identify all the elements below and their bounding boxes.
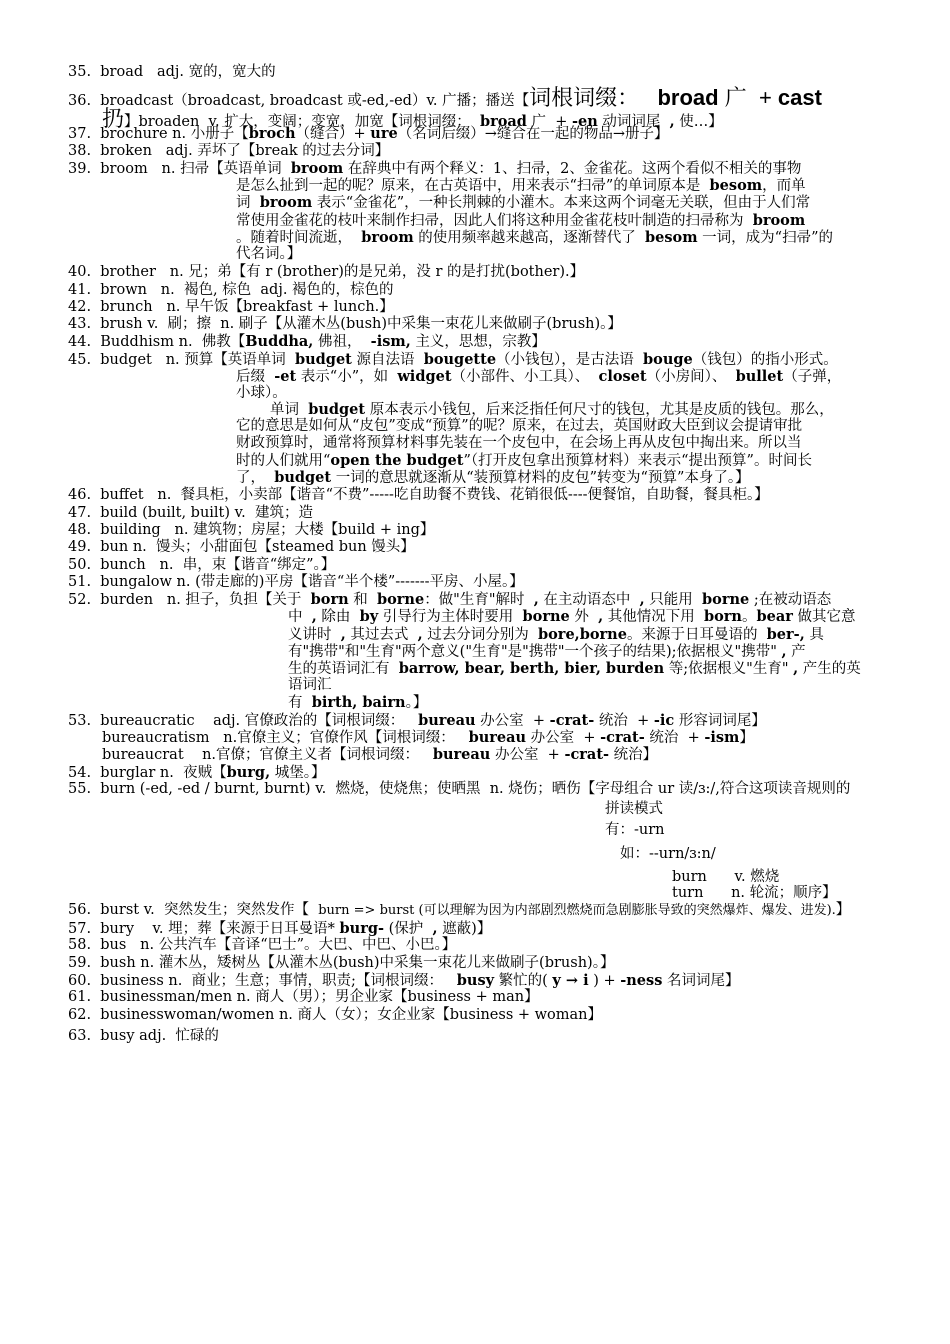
text-line: 42. brunch n. 早午饭【breakfast + lunch.】 [68,299,394,315]
text-line: 时的人们就用“open the budget”（打开皮包拿出预算材料）来表示“提出预算”。时间长 [236,452,812,469]
text-line: 57. bury v. 埋；葬【来源于日耳曼语* burg- (保护 , 遮蔽)】 [68,920,492,937]
text-line: 语词汇 [288,677,332,693]
text-line: 50. bunch n. 串，束【谐音“绑定”。】 [68,557,336,573]
text-line: 60. business n. 商业；生意；事情，职责;【词根词缀： busy 繁忙的( y → i ) + -ness 名词词尾】 [68,972,740,989]
text-line: 39. broom n. 扫帚【英语单词 broom 在辞典中有两个释义：1、扫帚，2、金雀花。这两个看似不相关的事物 [68,160,802,177]
text-line: 43. brush v. 刷；擦 n. 刷子【从灌木丛(bush)中采集一束花儿来做刷子(brush)。】 [68,316,622,332]
text-line: 40. brother n. 兄；弟【有 r (brother)的是兄弟，没 r 的是打扰(bother).】 [68,264,585,280]
text-line: 56. burst v. 突然发生；突然发作【 burn => burst (可以理解为因为内部剧烈燃烧而急剧膨胀导致的突然爆炸、爆发、进发).】 [68,902,851,918]
text-line: 36. broadcast（broadcast, broadcast 或-ed,-ed）v. 广播；播送【词根词缀： broad 广 + cast [68,85,822,110]
text-line: 48. building n. 建筑物；房屋；大楼【build + ing】 [68,522,435,538]
text-line: 62. businesswoman/women n. 商人（女）；女企业家【business + woman】 [68,1007,603,1023]
text-line: 词 broom 表示“金雀花”，一种长荆棘的小灌木。本来这两个词毫无关联，但由于人们常 [236,194,811,211]
text-line: 如：--urn/ɜ:n/ [620,846,716,862]
text-line: bureaucratism n.官僚主义；官僚作风【词根词缀： bureau 办公室 + -crat- 统治 + -ism】 [102,729,754,746]
text-line: 有"携带"和"生育"两个意义("生育"是"携带"一个孩子的结果);依据根义"携带" , 产 [288,643,806,660]
text-line: 有 birth, bairn。】 [288,694,428,711]
text-line: turn n. 轮流；顺序】 [672,885,837,901]
text-line: 代名词。】 [236,246,302,262]
text-line: 37. brochure n. 小册子【broch（缝合）+ ure（名词后缀）→缝合在一起的物品→册子】 [68,125,669,142]
text-line: 58. bus n. 公共汽车【音译“巴士”。大巴、中巴、小巴。】 [68,937,457,953]
text-line: 41. brown n. 褐色, 棕色 adj. 褐色的，棕色的 [68,282,394,298]
text-line: 财政预算时，通常将预算材料事先装在一个皮包中，在会场上再从皮包中掏出来。所以当 [236,435,802,451]
text-line: 。随着时间流逝， broom 的使用频率越来越高，逐渐替代了 besom 一词，成为“扫帚”的 [236,229,833,246]
text-line: 49. bun n. 馒头；小甜面包【steamed bun 馒头】 [68,539,415,555]
text-line: 38. broken adj. 弄坏了【break 的过去分词】 [68,143,390,159]
text-line: 61. businessman/men n. 商人（男）；男企业家【business + man】 [68,989,539,1005]
text-line: 54. burglar n. 夜贼【burg, 城堡。】 [68,764,326,781]
text-line: 它的意思是如何从“皮包”变成“预算”的呢？原来，在过去，英国财政大臣到议会提请审批 [236,418,803,434]
text-line: burn v. 燃烧 [672,869,780,885]
text-line: 拼读模式 [605,801,663,817]
text-line: 单词 budget 原本表示小钱包，后来泛指任何尺寸的钱包，尤其是皮质的钱包。那么， [270,401,834,418]
text-line: 扔】broaden v. 扩大，变阔；变宽，加宽【词根词缀： broad 广 + -en 动词词尾 , 使…】 [102,106,723,131]
text-line: 51. bungalow n. (带走廊的)平房【谐音“半个楼”-------平房、小屋。】 [68,574,524,590]
text-line: 后缀 -et 表示“小”，如 widget（小部件、小工具）、 closet（小房间）、 bullet（子弹， [236,368,842,385]
text-line: 45. budget n. 预算【英语单词 budget 源自法语 bougette（小钱包），是古法语 bouge（钱包）的指小形式。 [68,351,838,368]
text-line: 有：-urn [605,822,665,838]
text-line: bureaucrat n.官僚；官僚主义者【词根词缀： bureau 办公室 + -crat- 统治】 [102,746,658,763]
text-line: 53. bureaucratic adj. 官僚政治的【词根词缀： bureau 办公室 + -crat- 统治 + -ic 形容词词尾】 [68,712,766,729]
text-line: 52. burden n. 担子，负担【关于 born 和 borne：做"生育"解时 , 在主动语态中 , 只能用 borne ;在被动语态 [68,591,832,608]
text-line: 47. build (built, built) v. 建筑；造 [68,505,313,521]
text-line: 常使用金雀花的枝叶来制作扫帚，因此人们将这种用金雀花枝叶制造的扫帚称为 broom [236,212,806,229]
text-line: 44. Buddhism n. 佛教【Buddha, 佛祖， -ism, 主义，思想，宗教】 [68,333,546,350]
text-line: 中 , 除由 by 引导行为主体时要用 borne 外 , 其他情况下用 born。bear 做其它意 [288,608,856,625]
text-line: 35. broad adj. 宽的，宽大的 [68,64,276,80]
text-line: 义讲时 , 其过去式 , 过去分词分别为 bore,borne。来源于日耳曼语的 ber-, 具 [288,626,824,643]
text-line: 55. burn (-ed, -ed / burnt, burnt) v. 燃烧，使烧焦；使晒黑 n. 烧伤；晒伤【字母组合 ur 读/ɜ:/,符合这项读音规则的 [68,781,851,797]
text-line: 生的英语词汇有 barrow, bear, berth, bier, burden 等;依据根义"生育" , 产生的英 [288,660,861,677]
text-line: 小球）。 [236,385,287,401]
text-line: 59. bush n. 灌木丛，矮树丛【从灌木丛(bush)中采集一束花儿来做刷子(brush)。】 [68,955,615,971]
text-line: 是怎么扯到一起的呢？原来，在古英语中，用来表示“扫帚”的单词原本是 besom，而单 [236,177,806,194]
text-line: 63. busy adj. 忙碌的 [68,1028,219,1044]
text-line: 46. buffet n. 餐具柜，小卖部【谐音“不费”-----吃自助餐不费钱、花销很低----便餐馆，自助餐，餐具柜。】 [68,487,769,503]
text-line: 了， budget 一词的意思就逐渐从“装预算材料的皮包”转变为“预算”本身了。】 [236,469,750,486]
